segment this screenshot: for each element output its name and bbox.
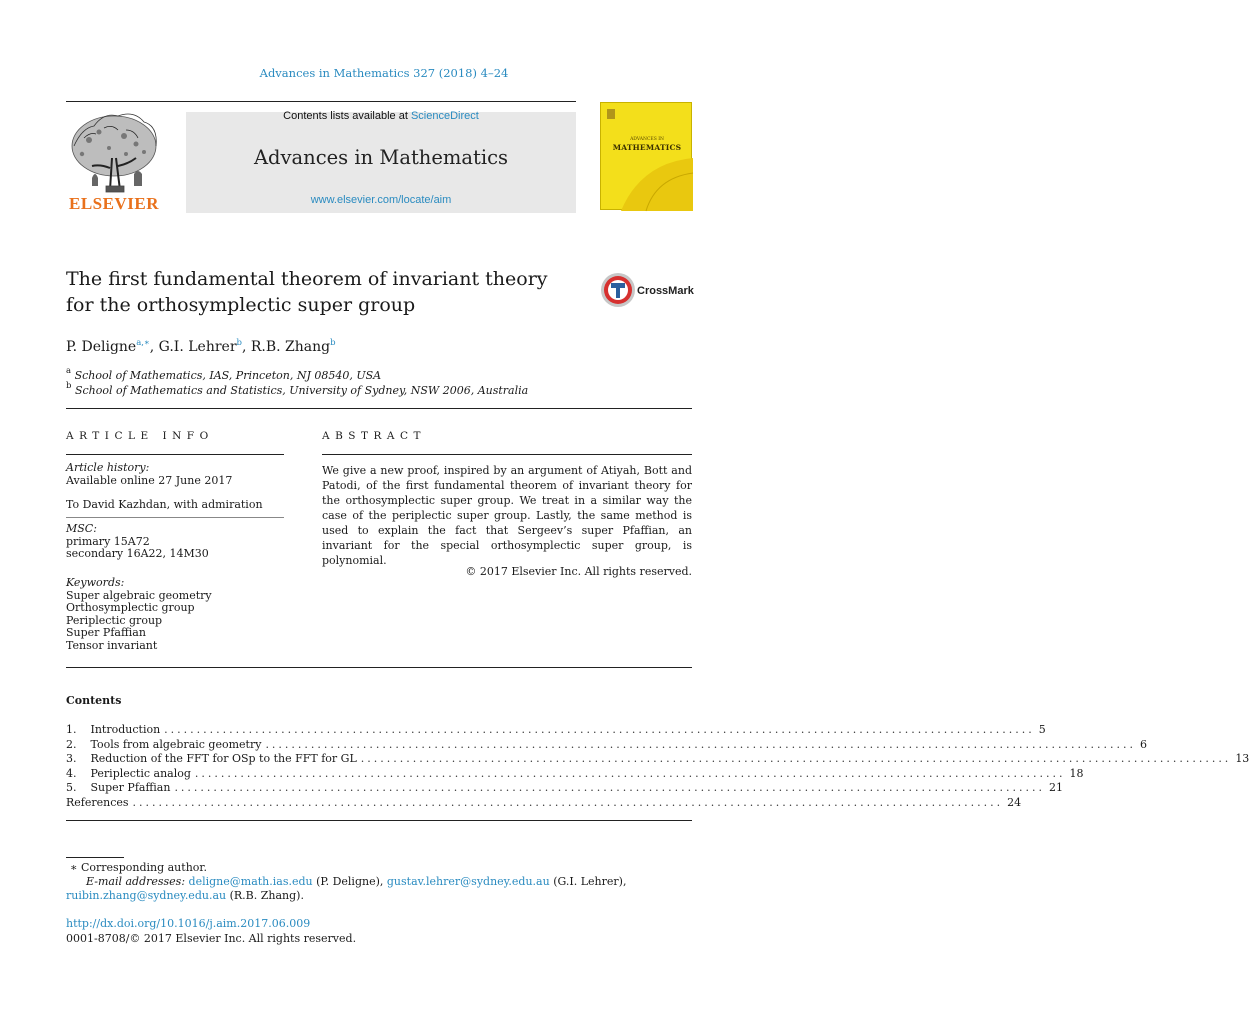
affiliation-a — [66, 366, 381, 382]
email-link[interactable]: gustav.lehrer@sydney.edu.au — [386, 875, 550, 888]
toc-leader: ...................................................................................................................................... — [265, 738, 1136, 751]
sciencedirect-link[interactable]: ScienceDirect — [410, 110, 479, 122]
history-label: Article history: — [66, 461, 150, 474]
section-rule — [66, 408, 692, 409]
corresponding-author-note — [70, 861, 207, 874]
toc-page[interactable]: 6 — [1139, 738, 1147, 751]
toc-page[interactable]: 13 — [1235, 752, 1249, 765]
keywords-block — [66, 577, 212, 652]
toc-title[interactable]: References — [66, 796, 129, 809]
email-link[interactable]: ruibin.zhang@sydney.edu.au — [66, 889, 227, 902]
keyword: Orthosymplectic group — [66, 601, 195, 614]
email-owner: (R.B. Zhang). — [229, 889, 304, 902]
toc-number: 5. — [66, 781, 77, 794]
toc-entry[interactable] — [66, 752, 1249, 766]
affiliation-mark: b — [66, 381, 72, 391]
toc-leader: ...................................................................................................................................... — [132, 796, 1004, 809]
dedication: To David Kazhdan, with admiration — [66, 498, 263, 511]
affiliation-text: School of Mathematics and Statistics, University of Sydney, NSW 2006, Australia — [74, 384, 529, 397]
journal-reference[interactable]: Advances in Mathematics 327 (2018) 4–24 — [259, 66, 509, 80]
title-line-2: for the orthosymplectic super group — [66, 294, 416, 316]
keyword: Super Pfaffian — [66, 626, 146, 639]
header-rule — [66, 101, 576, 102]
email-owner: (G.I. Lehrer), — [553, 875, 627, 888]
contents-prefix: Contents lists available at — [283, 110, 408, 122]
affiliation-mark: a — [66, 366, 72, 376]
author-marks[interactable]: a,∗ — [136, 338, 150, 348]
author-name[interactable]: P. Deligne — [66, 339, 137, 355]
toc-title[interactable]: Reduction of the FFT for OSp to the FFT for GL — [90, 752, 357, 765]
toc-entry[interactable] — [66, 781, 1063, 795]
footnote-text: Corresponding author. — [80, 861, 207, 874]
contents-available-line — [186, 110, 576, 122]
email-label: E-mail addresses: — [86, 875, 186, 888]
toc-entry-references[interactable] — [66, 796, 1022, 810]
email-addresses-line — [86, 875, 626, 888]
toc-title[interactable]: Super Pfaffian — [90, 781, 171, 794]
footnote-rule — [66, 857, 124, 858]
publisher-logo-text[interactable]: ELSEVIER — [69, 194, 159, 213]
contents-heading: Contents — [66, 694, 122, 707]
keywords-label: Keywords: — [66, 576, 125, 589]
toc-title[interactable]: Tools from algebraic geometry — [90, 738, 262, 751]
abstract-rule — [322, 454, 692, 455]
cover-art-icon — [601, 103, 693, 211]
issn-line: 0001-8708/© 2017 Elsevier Inc. All rights reserved. — [66, 932, 357, 945]
toc-title[interactable]: Periplectic analog — [90, 767, 191, 780]
abstract-text: We give a new proof, inspired by an argument of Atiyah, Bott and Patodi, of the first fundamental theorem of invariant theory for the orthosymplectic super group. We treat in a similar way the case of the periplectic super group. Lastly, the same method is used to explain the fact that Sergeev’s super Pfaffian, an invariant for the special orthosymplectic super group, is polynomial. — [322, 464, 692, 567]
toc-entry[interactable] — [66, 738, 1147, 752]
msc-secondary: secondary 16A22, 14M30 — [66, 547, 209, 560]
toc-leader: ...................................................................................................................................... — [174, 781, 1045, 794]
keyword: Tensor invariant — [66, 638, 158, 652]
history-value: Available online 27 June 2017 — [66, 473, 233, 487]
affiliation-b — [66, 381, 528, 397]
email-owner: (P. Deligne), — [316, 875, 384, 888]
author-name[interactable]: R.B. Zhang — [250, 339, 331, 355]
keyword: Super algebraic geometry — [66, 588, 212, 602]
email-link[interactable]: deligne@math.ias.edu — [188, 875, 313, 888]
article-info-rule — [66, 454, 284, 455]
msc-block — [66, 523, 209, 561]
toc-number: 3. — [66, 752, 77, 765]
section-rule — [66, 667, 692, 668]
toc-page[interactable]: 18 — [1069, 767, 1084, 780]
toc-page[interactable]: 24 — [1007, 796, 1022, 809]
abstract-copyright: © 2017 Elsevier Inc. All rights reserved. — [465, 565, 692, 578]
section-rule — [66, 820, 692, 821]
toc-entry[interactable] — [66, 723, 1046, 737]
doi-link[interactable]: http://dx.doi.org/10.1016/j.aim.2017.06.009 — [66, 917, 311, 930]
toc-leader: ...................................................................................................................................... — [164, 723, 1035, 736]
title-line-1: The first fundamental theorem of invariant theory — [66, 268, 548, 290]
article-info-heading: ARTICLE INFO — [66, 430, 214, 442]
info-divider — [66, 517, 284, 518]
cover-title: MATHEMATICS — [612, 143, 682, 152]
toc-page[interactable]: 5 — [1038, 723, 1046, 736]
author-marks[interactable]: b — [236, 338, 242, 348]
crossmark-label[interactable]: CrossMark — [637, 285, 694, 297]
toc-entry[interactable] — [66, 767, 1084, 781]
author-name[interactable]: G.I. Lehrer — [158, 339, 237, 355]
article-title — [66, 266, 566, 318]
footnote-mark: ∗ — [70, 861, 78, 874]
toc-number: 4. — [66, 767, 77, 780]
keyword: Periplectic group — [66, 613, 163, 627]
msc-label: MSC: — [66, 522, 97, 535]
msc-primary: primary 15A72 — [66, 534, 150, 548]
article-history — [66, 462, 232, 487]
abstract-heading: ABSTRACT — [322, 430, 427, 442]
author-marks[interactable]: b — [330, 338, 336, 348]
author-list: P. Deligne$^{a,∗}$, G.I. Lehrer$^b$, R.B. Zhang$^b$ — [66, 338, 336, 355]
toc-leader: ...................................................................................................................................... — [360, 752, 1232, 765]
email-addresses-line-2 — [66, 889, 304, 902]
toc-title[interactable]: Introduction — [90, 723, 161, 736]
journal-cover-thumbnail[interactable] — [600, 102, 692, 210]
toc-page[interactable]: 21 — [1048, 781, 1063, 794]
toc-leader: ...................................................................................................................................... — [194, 767, 1066, 780]
affiliation-text: School of Mathematics, IAS, Princeton, NJ 08540, USA — [74, 369, 382, 382]
toc-number: 2. — [66, 738, 77, 751]
cover-subtitle: ADVANCES IN — [630, 137, 664, 142]
toc-number: 1. — [66, 723, 77, 736]
journal-name: Advances in Mathematics — [253, 146, 509, 169]
journal-url-link[interactable]: www.elsevier.com/locate/aim — [310, 194, 452, 206]
